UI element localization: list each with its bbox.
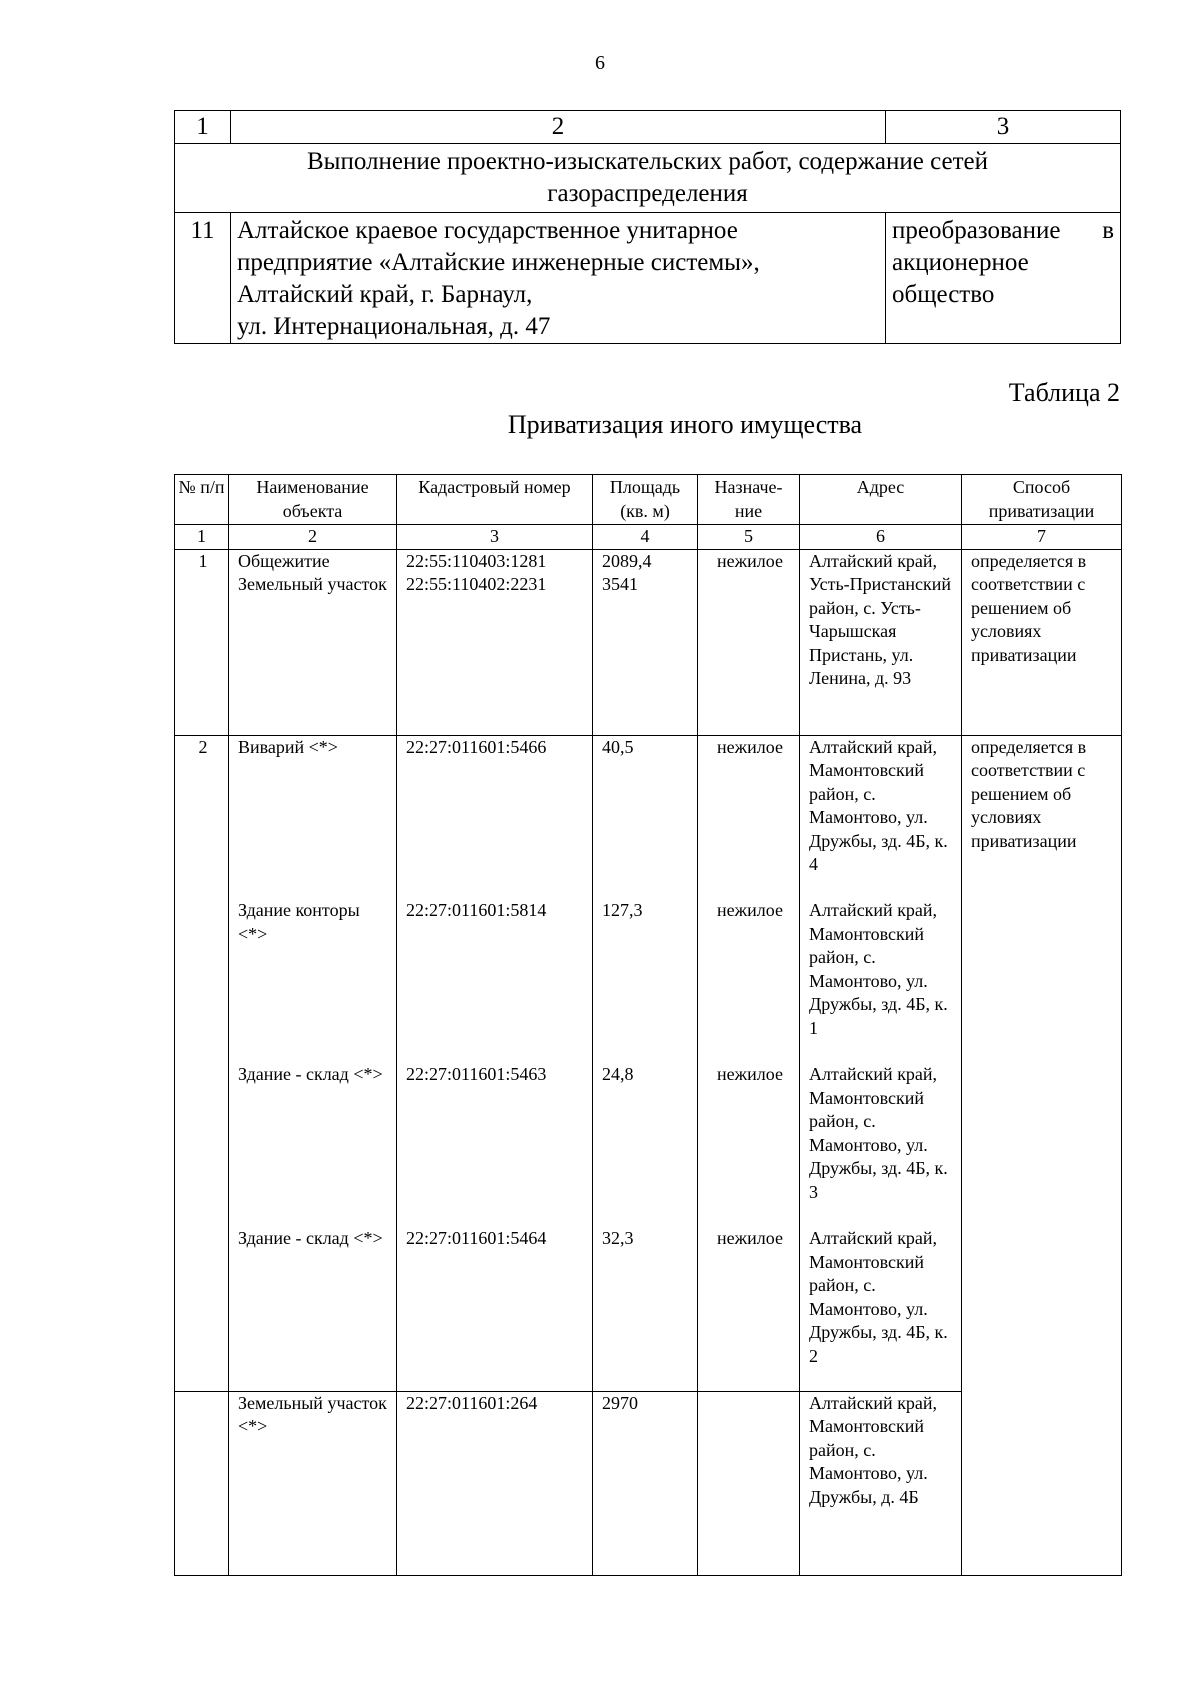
table-row — [175, 735, 1122, 899]
header-cell: Адрес — [800, 475, 962, 525]
cadastral-number: 22:55:110403:1281 — [406, 550, 547, 571]
header-cell: Назначе-ние — [698, 475, 800, 525]
row-number-empty — [175, 1391, 229, 1575]
cadastral-number: 22:27:011601:5466 — [397, 735, 593, 899]
section-title: Выполнение проектно-изыскательских работ, содержание сетей газораспределения — [175, 144, 1121, 213]
header-cell: № п/п — [175, 475, 229, 525]
name-line: Алтайский край, г. Барнаул, — [237, 281, 533, 308]
area-value: 2089,4 — [602, 550, 652, 571]
name-line: ул. Интернациональная, д. 47 — [237, 313, 551, 340]
purpose-value: нежилое — [698, 899, 800, 1063]
cadastral-cell — [397, 549, 593, 735]
name-line: Алтайское краевое государственное унитарное — [237, 217, 738, 244]
organization-name — [231, 213, 886, 344]
area-value: 3541 — [602, 574, 638, 594]
header-cell: Способ приватизации — [962, 475, 1122, 525]
header-cell: Наименование объекта — [229, 475, 397, 525]
object-name-cell — [229, 549, 397, 735]
object-name: Здание конторы <*> — [229, 899, 397, 1063]
column-number: 4 — [593, 525, 698, 550]
address-value: Алтайский край, Мамонтовский район, с. Мамонтово, ул. Дружбы, зд. 4Б, к. 1 — [800, 899, 962, 1063]
header-cell: Площадь (кв. м) — [593, 475, 698, 525]
table-title: Приватизация иного имущества — [507, 410, 863, 439]
column-number: 3 — [397, 525, 593, 550]
area-value: 127,3 — [593, 899, 698, 1063]
object-name: Здание - склад <*> — [229, 1227, 397, 1391]
address-cell: Алтайский край, Усть-Пристанский район, с. Усть-Чарышская Пристань, ул. Ленина, д. 93 — [800, 549, 962, 735]
area-value: 24,8 — [593, 1063, 698, 1227]
object-name: Здание - склад <*> — [229, 1063, 397, 1227]
area-cell — [593, 549, 698, 735]
header-cell: Кадастровый номер — [397, 475, 593, 525]
purpose-value: нежилое — [698, 1227, 800, 1391]
cadastral-number: 22:27:011601:5814 — [397, 899, 593, 1063]
area-value: 32,3 — [593, 1227, 698, 1391]
table-header-row — [175, 475, 1122, 525]
column-number: 1 — [175, 525, 229, 550]
column-number: 6 — [800, 525, 962, 550]
table-row — [175, 144, 1121, 213]
table-1-continuation — [174, 110, 1121, 344]
purpose-value — [698, 1391, 800, 1575]
object-name: Земельный участок <*> — [229, 1391, 397, 1575]
cadastral-number: 22:55:110402:2231 — [406, 574, 547, 594]
column-number: 3 — [886, 111, 1121, 144]
address-value: Алтайский край, Мамонтовский район, с. Мамонтово, ул. Дружбы, зд. 4Б, к. 2 — [800, 1227, 962, 1391]
name-line: предприятие «Алтайские инженерные системы», — [237, 249, 760, 276]
cadastral-number: 22:27:011601:5463 — [397, 1063, 593, 1227]
table-2 — [174, 474, 1122, 1576]
page-number: 6 — [595, 52, 605, 74]
cadastral-number: 22:27:011601:5464 — [397, 1227, 593, 1391]
row-number: 11 — [175, 213, 231, 344]
area-value: 40,5 — [593, 735, 698, 899]
row-number: 2 — [175, 735, 229, 1391]
purpose-cell — [698, 549, 800, 735]
column-number-row — [175, 525, 1122, 550]
cadastral-number: 22:27:011601:264 — [397, 1391, 593, 1575]
method-cell: определяется в соответствии с решением об условиях приватизации — [962, 549, 1122, 735]
purpose-value: нежилое — [698, 1063, 800, 1227]
column-number: 2 — [229, 525, 397, 550]
address-value: Алтайский край, Мамонтовский район, с. Мамонтово, ул. Дружбы, зд. 4Б, к. 4 — [800, 735, 962, 899]
row-number: 1 — [175, 549, 229, 735]
column-number: 1 — [175, 111, 231, 144]
object-name: Общежитие — [238, 550, 330, 571]
method-cell: определяется в соответствии с решением об условиях приватизации — [962, 735, 1122, 1575]
purpose-value: нежилое — [698, 735, 800, 899]
address-value: Алтайский край, Мамонтовский район, с. Мамонтово, ул. Дружбы, д. 4Б — [800, 1391, 962, 1575]
purpose-value: нежилое — [717, 550, 783, 571]
table-row — [175, 111, 1121, 144]
table-row — [175, 549, 1122, 735]
address-value: Алтайский край, Мамонтовский район, с. Мамонтово, ул. Дружбы, зд. 4Б, к. 3 — [800, 1063, 962, 1227]
privatization-method: преобразование в акционерное общество — [886, 213, 1121, 344]
column-number: 5 — [698, 525, 800, 550]
table-row — [175, 213, 1121, 344]
column-number: 2 — [231, 111, 886, 144]
object-name: Виварий <*> — [229, 735, 397, 899]
area-value: 2970 — [593, 1391, 698, 1575]
table-label: Таблица 2 — [1008, 378, 1120, 407]
object-name: Земельный участок — [238, 574, 387, 594]
column-number: 7 — [962, 525, 1122, 550]
